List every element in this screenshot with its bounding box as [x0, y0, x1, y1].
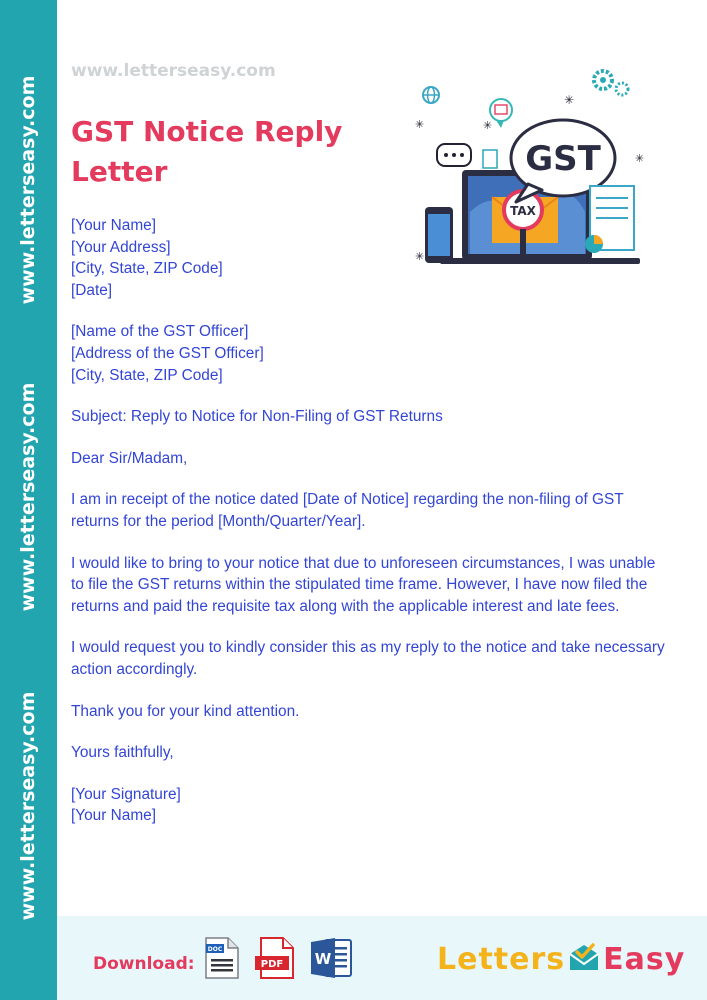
pdf-download-icon[interactable] [255, 936, 295, 980]
gst-label: GST [525, 139, 601, 179]
word-download-icon[interactable] [309, 936, 353, 980]
svg-text:✳: ✳ [415, 250, 425, 263]
star-icon: ✳ [564, 93, 575, 107]
brand-part-1: Letters [437, 942, 566, 977]
svg-text:✳: ✳ [483, 119, 493, 132]
sidebar-watermark-middle: www.letterseasy.com [17, 382, 39, 612]
svg-text:✳: ✳ [635, 152, 645, 165]
signature-name: [Your Name] [71, 807, 156, 825]
svg-text:DOC: DOC [207, 946, 223, 953]
paragraph-1: I am in receipt of the notice dated [Date of Notice] regarding the non-filing of GST returns for the period [Month/Quarter/Year]. [71, 491, 624, 530]
signature-line: [Your Signature] [71, 785, 181, 803]
closing: Yours faithfully, [71, 744, 174, 762]
svg-text:PDF: PDF [260, 959, 284, 970]
envelope-check-icon [567, 942, 601, 972]
recipient-city: [City, State, ZIP Code] [71, 366, 223, 384]
paragraph-3: I would request you to kindly consider this as my reply to the notice and take necessary action accordingly. [71, 639, 665, 678]
download-label: Download: [93, 954, 195, 974]
svg-text:W: W [314, 950, 332, 968]
page-title: GST Notice Reply Letter [71, 115, 343, 188]
sidebar [0, 0, 57, 1000]
salutation: Dear Sir/Madam, [71, 449, 188, 467]
sender-address: [Your Address] [71, 238, 171, 256]
sidebar-watermark-top: www.letterseasy.com [17, 75, 39, 305]
svg-text:✳: ✳ [415, 118, 425, 131]
brand-logo [437, 942, 685, 977]
sidebar-watermark-bottom: www.letterseasy.com [17, 691, 39, 921]
paragraph-2: I would like to bring to your notice that due to unforeseen circumstances, I was unable to file the GST returns within the stipulated time frame. However, I have now filed the returns and paid the requisite tax along with the applicable interest and late fees. [71, 554, 656, 615]
recipient-name: [Name of the GST Officer] [71, 323, 249, 341]
doc-download-icon[interactable] [204, 936, 240, 980]
paragraph-4: Thank you for your kind attention. [71, 702, 300, 720]
sender-name: [Your Name] [71, 217, 156, 234]
sender-city: [City, State, ZIP Code] [71, 260, 223, 278]
letter-subject: Subject: Reply to Notice for Non-Filing of GST Returns [71, 408, 443, 426]
letter-date: [Date] [71, 281, 113, 299]
brand-part-2: Easy [603, 942, 686, 977]
tax-label: TAX [510, 204, 536, 218]
letter-body [71, 215, 671, 827]
download-footer [57, 916, 707, 1000]
recipient-address: [Address of the GST Officer] [71, 344, 264, 362]
site-url: www.letterseasy.com [71, 61, 276, 81]
